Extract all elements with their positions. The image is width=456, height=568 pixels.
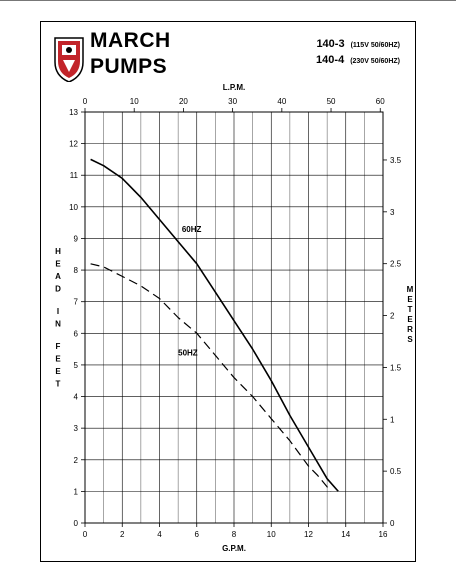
y-axis-title-letter: E [55,259,61,269]
y-right-tick-label: 2.5 [390,259,402,269]
y-tick-label: 4 [73,392,78,402]
y-tick-label: 1 [73,487,78,497]
y-axis-title-letter: H [55,247,61,256]
x-top-tick-label: 30 [228,97,238,106]
y-tick-label: 3 [73,424,78,434]
x-top-tick-label: 10 [129,97,139,106]
model-voltage: (230V 50/60HZ) [350,58,400,65]
x-tick-label: 16 [378,530,388,539]
grid [85,112,383,523]
y-right-axis-title-letter: M [406,285,414,294]
x-tick-label: 0 [82,530,88,539]
y-right-tick-label: 0 [390,519,395,528]
model-voltage: (115V 50/60HZ) [350,42,400,49]
y-axis-title-letter: I [56,307,60,316]
x-top-tick-label: 40 [277,97,287,106]
y-tick-label: 11 [69,171,78,181]
y-tick-label: 13 [69,108,78,117]
series-label-50hz: 50HZ [178,348,198,358]
y-tick-label: 2 [73,455,78,465]
y-axis-title-letter: E [55,367,61,376]
model-number: 140-4 [316,54,345,66]
model-number: 140-3 [316,38,345,50]
y-tick-label: 6 [73,329,78,339]
x-tick-label: 10 [266,530,276,539]
y-tick-label: 10 [69,202,78,212]
x-top-tick-label: 60 [375,97,385,106]
y-right-tick-label: 1 [390,415,395,425]
x-top-tick-label: 50 [326,97,336,106]
series-label-60hz: 60HZ [181,225,202,235]
y-axis-title-letter: F [55,342,61,351]
y-tick-label: 5 [73,360,78,370]
y-axis-title-letter: E [55,354,61,364]
y-tick-label: 12 [69,139,78,149]
x-tick-label: 2 [120,530,125,539]
y-right-tick-label: 1.5 [390,363,402,373]
y-right-tick-label: 3 [390,207,395,217]
y-axis-title-letter: A [55,272,61,281]
y-tick-label: 0 [73,519,78,528]
y-right-axis-title-letter: R [407,325,413,334]
x-tick-label: 14 [341,530,351,539]
y-right-axis-title-letter: S [407,335,413,344]
y-tick-label: 7 [73,297,78,307]
y-right-tick-label: 2 [390,311,395,321]
y-right-tick-label: 3.5 [390,155,402,165]
y-axis-title-letter: T [55,379,61,389]
y-tick-label: 9 [73,234,78,244]
x-top-tick-label: 20 [178,97,188,106]
y-axis-title-letter: D [55,284,61,294]
x-axis-title: G.P.M. [222,544,246,553]
x-tick-label: 6 [194,530,199,539]
x-tick-label: 4 [157,530,162,539]
y-right-axis-title-letter: T [407,305,413,314]
x-top-tick-label: 0 [82,97,88,106]
y-tick-label: 8 [73,266,78,276]
x-tick-label: 8 [231,530,237,539]
y-axis-title-letter: N [55,319,61,329]
series-line-60hz [91,159,339,491]
series-line-50hz [91,264,331,492]
y-right-tick-label: 0.5 [390,467,402,477]
brand-name-line2: PUMPS [90,55,168,78]
x-tick-label: 12 [304,530,313,539]
y-right-axis-title-letter: E [407,315,413,324]
x-top-axis-title: L.P.M. [222,83,246,92]
brand-name-line1: MARCH [90,29,171,52]
y-right-axis-title-letter: E [407,295,413,304]
